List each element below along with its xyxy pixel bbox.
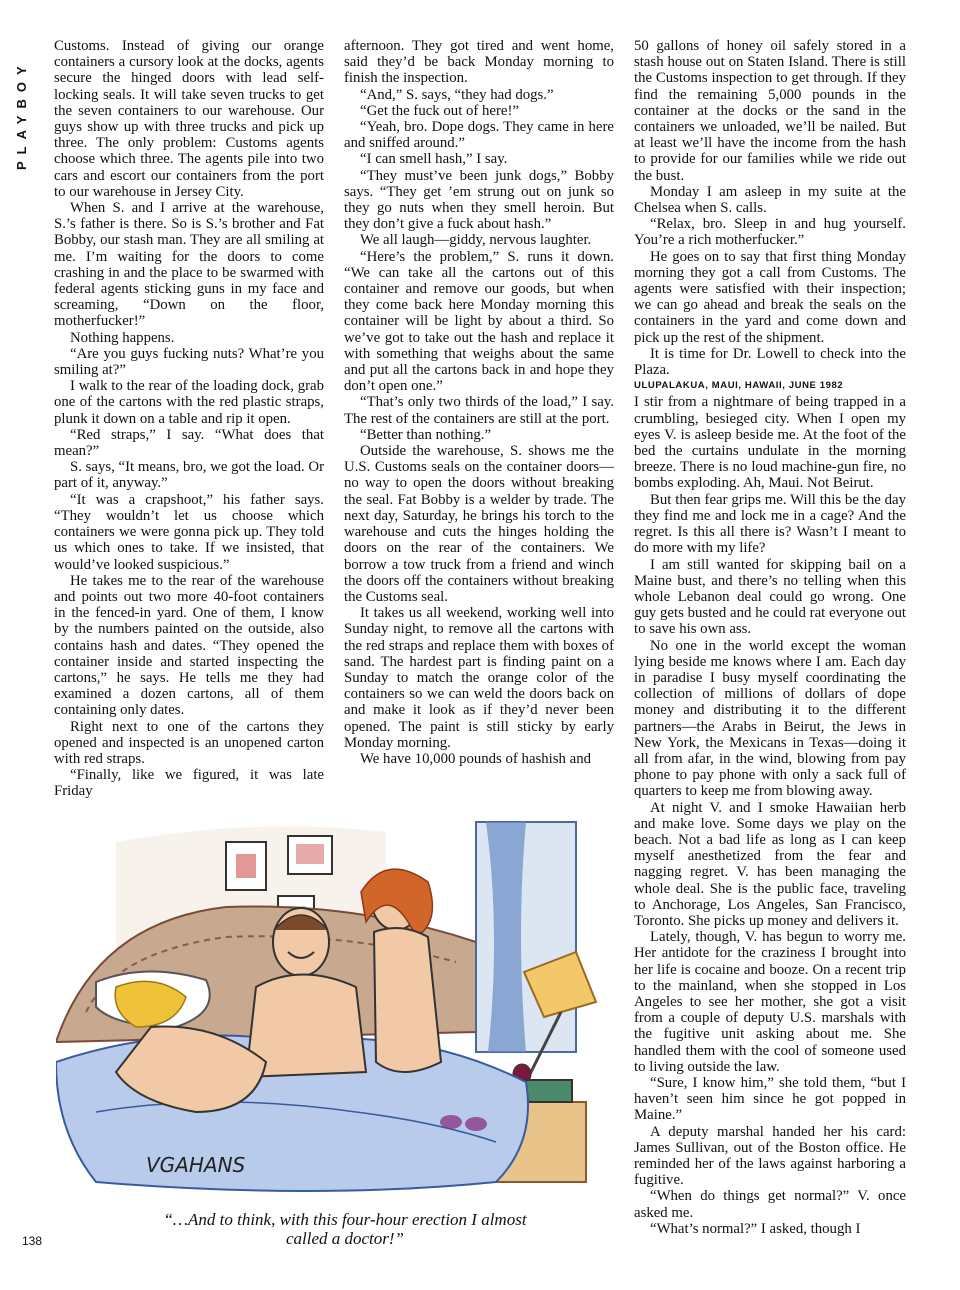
- paragraph: S. says, “It means, bro, we got the load. Or part of it, anyway.”: [54, 459, 324, 492]
- paragraph: “And,” S. says, “they had dogs.”: [360, 86, 554, 103]
- paragraph: It is time for Dr. Lowell to check into the Plaza.: [634, 345, 906, 379]
- paragraph: 50 gallons of honey oil safely stored in a stash house out on Staten Island. There is still the Customs inspection to get through. If they find the remaining 5,000 pounds in the container at the docks or the sand in the containers we unloaded, we’ll be nailed. But at least we’ll have the income from the hash to provide for our families while we ride out the bust.: [634, 38, 906, 184]
- paragraph: We all laugh—giddy, nervous laughter.: [360, 232, 592, 249]
- cartoon-illustration: [56, 812, 616, 1200]
- paragraph: Outside the warehouse, S. shows me the U.S. Customs seals on the container doors—no way to open the doors without breaking the seal. Fat Bobby is a welder by trade. The next day, Saturday, he brings his torch to the warehouse and cuts the hinges holding the doors on the rear of the containers. We borrow a tow truck from a friend and winch the doors off the containers without breaking the Customs seal.: [344, 443, 614, 605]
- paragraph: “What’s normal?” I asked, though I: [650, 1220, 861, 1237]
- paragraph: Lately, though, V. has begun to worry me. Her antidote for the craziness I brought into her life is cocaine and booze. On a recent trip to the mainland, when she stopped in Los Angeles to see her mother, she got a visit from a couple of deputy U.S. marshals with the fugitive unit asking about me. She handled them with the cool of someone used to living outside the law.: [634, 929, 906, 1075]
- cartoon-caption: [80, 1210, 610, 1248]
- paragraph: “Red straps,” I say. “What does that mean?”: [54, 426, 324, 460]
- article-column-2: [344, 38, 614, 767]
- paragraph: “It was a crapshoot,” his father says. “They wouldn’t let us choose which containers we were gonna pick up. They told us which ones to take. If we insisted, that would’ve looked suspicious.”: [54, 491, 324, 573]
- paragraph: We have 10,000 pounds of hashish and: [360, 750, 591, 767]
- magazine-masthead: PLAYBOY: [14, 59, 29, 171]
- paragraph: afternoon. They got tired and went home, said they’d be back Monday morning to finish the inspection.: [344, 38, 614, 87]
- caption-line-2: called a doctor!”: [285, 1229, 405, 1248]
- paragraph: When S. and I arrive at the warehouse, S.’s father is there. So is S.’s brother and Fat Bobby, our stash man. They are all smiling at me. I’m waiting for the doors to come crashing in and the place to be swarmed with federal agents sticking guns in my face and screaming, “Down on the floor, motherfucker!”: [54, 200, 324, 330]
- paragraph: I am still wanted for skipping bail on a Maine bust, and there’s no telling when this whole Lebanon deal could go wrong. One guy gets busted and he could rat everyone out to save his own ass.: [634, 556, 906, 638]
- paragraph: Right next to one of the cartons they opened and inspected is an unopened carton with red straps.: [54, 718, 324, 767]
- paragraph: “Yeah, bro. Dope dogs. They came in here and sniffed around.”: [344, 119, 614, 152]
- caption-line-1: “…And to think, with this four-hour erection I almost: [163, 1210, 527, 1229]
- paragraph: “Relax, bro. Sleep in and hug yourself. You’re a rich motherfucker.”: [634, 216, 906, 249]
- paragraph: “Finally, like we figured, it was late Friday: [54, 767, 324, 800]
- paragraph: Monday I am asleep in my suite at the Chelsea when S. calls.: [634, 183, 906, 217]
- paragraph: A deputy marshal handed her his card: James Sullivan, out of the Boston office. He reminded her of the laws against harboring a fugitive.: [634, 1123, 906, 1189]
- paragraph: “I can smell hash,” I say.: [360, 151, 508, 168]
- paragraph: “Sure, I know him,” she told them, “but I haven’t seen him since he got popped in Maine.”: [634, 1075, 906, 1124]
- paragraph: Nothing happens.: [70, 329, 175, 346]
- paragraph: “They must’ve been junk dogs,” Bobby says. “They get ’em strung out on junk so they go nuts when they smell heroin. But they don’t give a fuck about hash.”: [344, 167, 614, 233]
- paragraph: I stir from a nightmare of being trapped in a crumbling, besieged city. When I open my eyes V. is asleep beside me. At the foot of the bed the curtains undulate in the morning breeze. There is no loud machine-gun fire, no bombs exploding. Ah, Maui. Not Beirut.: [634, 394, 906, 492]
- paragraph: “When do things get normal?” V. once asked me.: [634, 1188, 906, 1221]
- section-dateline: ULUPALAKUA, MAUI, HAWAII, JUNE 1982: [634, 380, 844, 392]
- paragraph: It takes us all weekend, working well into Sunday night, to remove all the cartons with the red straps and replace them with boxes of sand. The hardest part is finding paint on a Sunday to match the orange color of the containers so we can weld the doors back on and make it look as if they’d never been opened. The paint is still sticky by early Monday morning.: [344, 605, 614, 751]
- paragraph: At night V. and I smoke Hawaiian herb and make love. Some days we play on the beach. Not a bad life as long as I can keep myself anesthetized from the fear and nagging regret. V. has been managing the whole deal. She is the public face, traveling to Anchorage, Los Angeles, San Francisco, Toronto. She picks up money and delivers it.: [634, 799, 906, 929]
- paragraph: No one in the world except the woman lying beside me knows where I am. Each day in paradise I busy myself coordinating the collection of millions of dollars of dope money and distributing it to the different partners—the Arabs in Beirut, the Jews in New York, the Mexicans in Texas—doing it all from afar, in the wind, blowing from pay phone to pay phone with only a sack full of quarters to keep me from blowing away.: [634, 637, 906, 800]
- paragraph: He goes on to say that first thing Monday morning they got a call from Customs. The agents were satisfied with their inspection; we can go ahead and break the seals on the containers in the yard and come down and pick up the rest of the shipment.: [634, 248, 906, 346]
- paragraph: “Better than nothing.”: [360, 426, 492, 443]
- artist-signature: VGAHANS: [146, 1153, 246, 1177]
- paragraph: “Get the fuck out of here!”: [360, 102, 519, 119]
- paragraph: Customs. Instead of giving our orange containers a cursory look at the docks, agents secure the hinged doors with lead self-locking seals. It will take seven trucks to get the seven containers to our warehouse. Our guys show up with three trucks and pick up three. The only problem: Customs agents choose which three. The agents pile into two cars and escort our containers from the port to our warehouse in Jersey City.: [54, 38, 324, 200]
- paragraph: But then fear grips me. Will this be the day they find me and lock me in a cage? And the regret. Is this all there is? Wasn’t I meant to do more with my life?: [634, 491, 906, 557]
- paragraph: I walk to the rear of the loading dock, grab one of the cartons with the red plastic straps, plunk it down on a table and rip it open.: [54, 378, 324, 427]
- article-column-3: [634, 38, 906, 1237]
- page-number: 138: [22, 1234, 43, 1248]
- paragraph: “Here’s the problem,” S. runs it down. “We can take all the cartons out of this container and remove our goods, but when they come back here Monday morning this container will be light by about a third. So we’ve got to take out the hash and replace it with something that weighs about the same and put all the cartons back in and hope they don’t open one.”: [344, 248, 614, 395]
- article-column-1: [54, 38, 324, 800]
- paragraph: “Are you guys fucking nuts? What’re you smiling at?”: [54, 345, 324, 379]
- paragraph: “That’s only two thirds of the load,” I say. The rest of the containers are still at the port.: [344, 394, 614, 427]
- paragraph: He takes me to the rear of the warehouse and points out two more 40-foot containers in the fenced-in yard. One of them, I know by the numbers painted on the outside, also contains hash and dates. “They opened the container inside and started inspecting the cartons,” he says. He tells me they had examined a dozen cartons, all of them containing only dates.: [54, 572, 324, 719]
